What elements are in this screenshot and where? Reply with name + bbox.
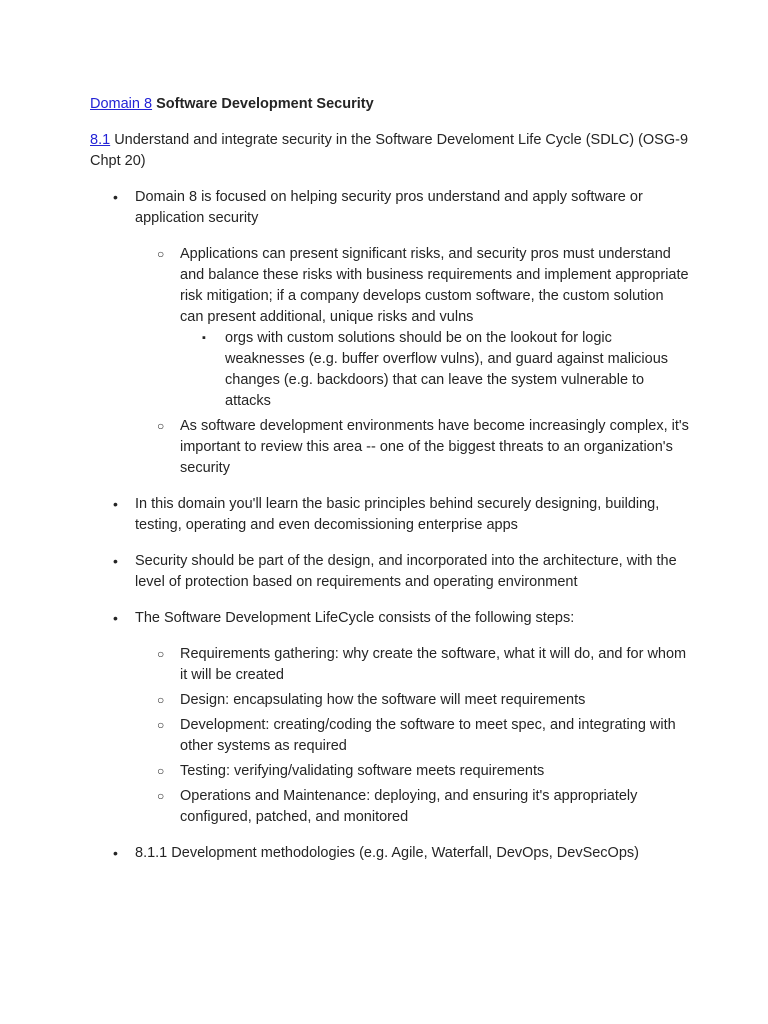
list-item — [90, 843, 690, 864]
sub-list-item — [135, 416, 690, 479]
bullet-list — [90, 187, 690, 864]
section-title: Software Development Security — [156, 96, 374, 112]
list-item — [90, 608, 690, 828]
sub-list-item-text: Development: creating/coding the software to meet spec, and integrating with other systems as required — [180, 717, 676, 754]
sub-sub-list — [180, 328, 690, 412]
sub-list-item-text: Requirements gathering: why create the software, what it will do, and for whom it will be created — [180, 646, 687, 683]
sub-list-item — [135, 644, 690, 686]
sub-list — [135, 244, 690, 479]
sub-list-item-text: Applications can present significant risks, and security pros must understand and balance these risks with business requirements and implement appropriate risk mitigation; if a company develops custom software, the custom solution can present additional, unique risks and vulns — [180, 246, 689, 325]
sub-list-item-text: Operations and Maintenance: deploying, and ensuring it's appropriately configured, patched, and monitored — [180, 788, 638, 825]
sub-list-item — [135, 715, 690, 757]
circle-bullet-icon: ○ — [157, 764, 165, 778]
sub-sub-list-item — [180, 328, 690, 412]
sub-list-item-text: Testing: verifying/validating software meets requirements — [180, 763, 545, 779]
circle-bullet-icon: ○ — [157, 647, 165, 661]
circle-bullet-icon: ○ — [157, 419, 165, 433]
domain-link[interactable]: Domain 8 — [90, 96, 153, 112]
list-item — [90, 494, 690, 536]
document-page — [90, 94, 690, 879]
sub-list-item — [135, 761, 690, 782]
list-item-text: Security should be part of the design, and incorporated into the architecture, with the level of protection based on requirements and operating environment — [135, 553, 677, 590]
bullet-icon: • — [113, 189, 118, 205]
section-heading — [90, 94, 690, 115]
list-item — [90, 551, 690, 593]
list-item-text: Domain 8 is focused on helping security pros understand and apply software or application security — [135, 189, 643, 226]
sub-list-item-text: Design: encapsulating how the software will meet requirements — [180, 692, 586, 708]
sub-list-item-text: As software development environments have become increasingly complex, it's important to review this area -- one of the biggest threats to an organization's security — [180, 418, 689, 476]
bullet-icon: • — [113, 553, 118, 569]
circle-bullet-icon: ○ — [157, 718, 165, 732]
sub-sub-list-item-text: orgs with custom solutions should be on the lookout for logic weaknesses (e.g. buffer overflow vulns), and guard against malicious changes (e.g. backdoors) that can leave the system vulnerable to attacks — [225, 330, 669, 409]
list-item-text: 8.1.1 Development methodologies (e.g. Agile, Waterfall, DevOps, DevSecOps) — [135, 845, 639, 861]
bullet-icon: • — [113, 610, 118, 626]
circle-bullet-icon: ○ — [157, 789, 165, 803]
sub-list — [135, 644, 690, 828]
list-item-text: In this domain you'll learn the basic principles behind securely designing, building, testing, operating and even decomissioning enterprise apps — [135, 496, 660, 533]
sub-list-item — [135, 690, 690, 711]
sub-list-item — [135, 786, 690, 828]
square-bullet-icon: ▪ — [202, 332, 206, 344]
subsection-intro — [90, 130, 690, 172]
subsection-link[interactable]: 8.1 — [90, 132, 111, 148]
circle-bullet-icon: ○ — [157, 247, 165, 261]
circle-bullet-icon: ○ — [157, 693, 165, 707]
bullet-icon: • — [113, 496, 118, 512]
subsection-text: Understand and integrate security in the Software Develoment Life Cycle (SDLC) (OSG-9 Chpt 20) — [90, 132, 689, 169]
bullet-icon: • — [113, 845, 118, 861]
list-item-text: The Software Development LifeCycle consists of the following steps: — [135, 610, 575, 626]
list-item — [90, 187, 690, 479]
sub-list-item — [135, 244, 690, 412]
